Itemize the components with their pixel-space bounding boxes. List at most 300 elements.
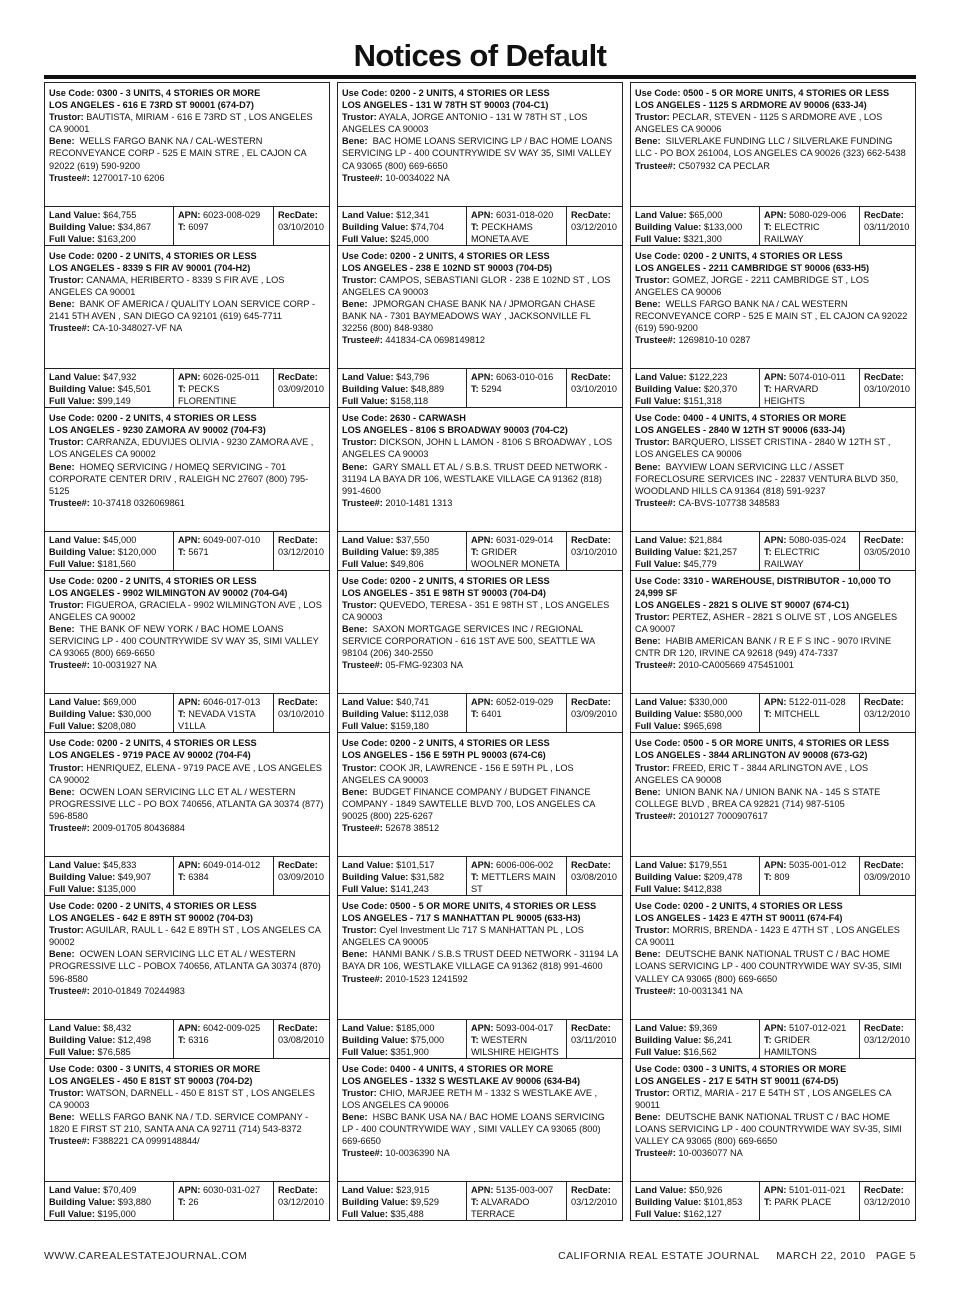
land-value-label: Land Value: bbox=[635, 209, 687, 220]
trustee-label: Trustee#: bbox=[635, 160, 676, 171]
recdate-column bbox=[859, 532, 915, 570]
tract-line bbox=[764, 383, 856, 407]
bene-line bbox=[49, 298, 325, 322]
apn-line bbox=[178, 696, 270, 708]
bene-label: Bene: bbox=[635, 461, 661, 472]
property-address: LOS ANGELES - 2211 CAMBRIDGE ST 90006 (633-H5) bbox=[635, 262, 870, 273]
apn-value: 6049-007-010 bbox=[203, 534, 261, 545]
building-value-label: Building Value: bbox=[342, 384, 409, 395]
apn-line bbox=[471, 534, 563, 546]
recdate-column bbox=[566, 694, 622, 732]
trustor-value: CARRANZA, EDUVIJES OLIVIA - 9230 ZAMORA AVE , LOS ANGELES CA 90002 bbox=[49, 437, 314, 460]
use-code: Use Code: 0200 - 2 UNITS, 4 STORIES OR LESS bbox=[342, 738, 550, 749]
recdate-value: 03/10/2010 bbox=[278, 709, 324, 720]
use-code: Use Code: 0500 - 5 OR MORE UNITS, 4 STORIES OR LESS bbox=[342, 900, 597, 911]
building-value: $9,385 bbox=[410, 546, 440, 557]
bene-line bbox=[635, 635, 911, 659]
full-value: $99,149 bbox=[97, 396, 131, 407]
land-value-line bbox=[635, 696, 756, 708]
value-row bbox=[631, 693, 915, 732]
full-value-line bbox=[342, 1046, 463, 1058]
land-value-label: Land Value: bbox=[342, 859, 394, 870]
tract-label: T: bbox=[178, 546, 186, 557]
bene-line bbox=[635, 1111, 911, 1147]
trustor-line bbox=[342, 924, 618, 948]
tract-value: 5671 bbox=[188, 546, 209, 557]
trustor-value: AYALA, JORGE ANTONIO - 131 W 78TH ST , LOS ANGELES CA 90003 bbox=[342, 112, 588, 135]
apn-label: APN: bbox=[471, 697, 494, 708]
recdate-value: 03/11/2010 bbox=[571, 1034, 617, 1045]
value-row bbox=[45, 531, 329, 570]
recdate-label: RecDate: bbox=[864, 859, 904, 870]
trustor-label: Trustor: bbox=[342, 599, 377, 610]
notice-card bbox=[44, 407, 330, 571]
building-value: $112,038 bbox=[410, 709, 449, 720]
trustee-value: 2010127 7000907617 bbox=[678, 810, 768, 821]
apn-value: 6006-006-002 bbox=[496, 859, 554, 870]
land-value-line bbox=[49, 1184, 170, 1196]
tract-value: WESTERN WILSHIRE HEIGHTS bbox=[471, 1034, 559, 1057]
bene-line bbox=[49, 461, 325, 497]
bene-value: DEUTSCHE BANK NATIONAL TRUST C / BAC HOME LOANS SERVICING LP - 400 COUNTRYWIDE WAY SV-35, SIMI VALLEY CA 93065 (800) 669-6650 bbox=[635, 1111, 902, 1147]
values-column bbox=[338, 207, 466, 245]
building-value-line bbox=[342, 383, 463, 395]
full-value-label: Full Value: bbox=[49, 396, 95, 407]
value-row bbox=[631, 1019, 915, 1058]
apn-value: 5107-012-021 bbox=[789, 1022, 847, 1033]
bene-value: HSBC BANK USA NA / BAC HOME LOANS SERVICING LP - 400 COUNTRYWIDE WAY , SIMI VALLEY CA 93065 (800) 669-6650 bbox=[342, 1111, 605, 1147]
bene-line bbox=[49, 623, 325, 659]
tract-line bbox=[764, 1196, 856, 1208]
recdate-label: RecDate: bbox=[278, 1022, 318, 1033]
building-value-label: Building Value: bbox=[342, 546, 409, 557]
building-value-label: Building Value: bbox=[49, 1034, 116, 1045]
building-value: $75,000 bbox=[410, 1034, 445, 1045]
apn-line bbox=[178, 1022, 270, 1034]
apn-label: APN: bbox=[178, 209, 201, 220]
trustee-value: 441834-CA 0698149812 bbox=[385, 335, 486, 346]
full-value-label: Full Value: bbox=[49, 883, 95, 894]
recdate-label: RecDate: bbox=[864, 372, 904, 383]
trustee-label: Trustee#: bbox=[49, 172, 90, 183]
property-address: LOS ANGELES - 8106 S BROADWAY 90003 (704-C2) bbox=[342, 425, 568, 436]
full-value-line bbox=[49, 883, 170, 895]
tract-value: 6316 bbox=[188, 1034, 209, 1045]
apn-label: APN: bbox=[764, 534, 787, 545]
apn-line bbox=[178, 209, 270, 221]
full-value: $151,318 bbox=[683, 396, 722, 407]
tract-line bbox=[471, 1034, 563, 1058]
bene-label: Bene: bbox=[635, 786, 661, 797]
full-value: $76,585 bbox=[97, 1046, 131, 1057]
land-value-label: Land Value: bbox=[635, 534, 687, 545]
land-value: $9,369 bbox=[689, 1022, 718, 1033]
trustee-label: Trustee#: bbox=[49, 497, 90, 508]
tract-label: T: bbox=[178, 1197, 186, 1208]
trustor-line bbox=[49, 111, 325, 135]
full-value-label: Full Value: bbox=[635, 721, 681, 732]
land-value: $45,833 bbox=[103, 859, 137, 870]
full-value-label: Full Value: bbox=[342, 883, 388, 894]
recdate-value: 03/12/2010 bbox=[278, 546, 324, 557]
trustee-label: Trustee#: bbox=[49, 660, 90, 671]
trustor-value: BAUTISTA, MIRIAM - 616 E 73RD ST , LOS ANGELES CA 90001 bbox=[49, 112, 313, 135]
trustor-line bbox=[635, 274, 911, 298]
apn-value: 5135-003-007 bbox=[496, 1185, 554, 1196]
footer-publication: CALIFORNIA REAL ESTATE JOURNAL MARCH 22, 2010 PAGE 5 bbox=[558, 1250, 916, 1262]
trustor-label: Trustor: bbox=[342, 437, 377, 448]
land-value: $23,915 bbox=[396, 1185, 430, 1196]
full-value: $49,806 bbox=[390, 558, 424, 569]
apn-value: 6031-018-020 bbox=[496, 209, 554, 220]
building-value: $209,478 bbox=[703, 871, 743, 882]
apn-label: APN: bbox=[471, 209, 494, 220]
bene-label: Bene: bbox=[635, 298, 661, 309]
building-value-label: Building Value: bbox=[342, 1197, 409, 1208]
land-value: $50,926 bbox=[689, 1185, 723, 1196]
notice-text bbox=[338, 83, 622, 206]
recdate-value: 03/09/2010 bbox=[278, 384, 324, 395]
tract-value: 6097 bbox=[188, 221, 209, 232]
building-value: $120,000 bbox=[117, 546, 157, 557]
apn-value: 6042-009-025 bbox=[203, 1022, 261, 1033]
notice-text bbox=[45, 1059, 329, 1182]
values-column bbox=[631, 857, 759, 895]
recdate-value: 03/12/2010 bbox=[864, 1197, 910, 1208]
full-value: $35,488 bbox=[390, 1209, 424, 1220]
land-value: $122,223 bbox=[689, 372, 728, 383]
apn-column bbox=[173, 694, 273, 732]
values-column bbox=[631, 369, 759, 407]
trustee-line bbox=[49, 497, 325, 509]
trustee-line bbox=[635, 810, 911, 822]
trustee-label: Trustee#: bbox=[342, 973, 383, 984]
land-value-label: Land Value: bbox=[342, 209, 394, 220]
apn-line bbox=[471, 859, 563, 871]
apn-label: APN: bbox=[471, 1022, 494, 1033]
full-value: $141,243 bbox=[390, 883, 429, 894]
recdate-column bbox=[566, 1182, 622, 1220]
apn-line bbox=[764, 209, 856, 221]
trustee-label: Trustee#: bbox=[342, 660, 383, 671]
property-address: LOS ANGELES - 9719 PACE AV 90002 (704-F4) bbox=[49, 750, 251, 761]
building-value: $48,889 bbox=[410, 384, 445, 395]
recdate-column bbox=[566, 532, 622, 570]
value-row bbox=[338, 1019, 622, 1058]
apn-value: 6052-019-029 bbox=[496, 697, 554, 708]
building-value-line bbox=[635, 871, 756, 883]
trustor-label: Trustor: bbox=[635, 112, 670, 123]
recdate-value: 03/12/2010 bbox=[864, 709, 910, 720]
values-column bbox=[338, 1020, 466, 1058]
recdate-column bbox=[859, 857, 915, 895]
building-value-line bbox=[342, 221, 463, 233]
apn-value: 5093-004-017 bbox=[496, 1022, 554, 1033]
recdate-value: 03/08/2010 bbox=[278, 1034, 324, 1045]
bene-line bbox=[49, 1111, 325, 1135]
land-value: $70,409 bbox=[103, 1185, 137, 1196]
value-row bbox=[631, 206, 915, 245]
apn-column bbox=[759, 857, 859, 895]
land-value: $65,000 bbox=[689, 209, 723, 220]
apn-value: 5080-029-006 bbox=[789, 209, 847, 220]
recdate-value: 03/12/2010 bbox=[864, 1034, 910, 1045]
building-value-line bbox=[635, 383, 756, 395]
trustor-value: DICKSON, JOHN L LAMON - 8106 S BROADWAY , LOS ANGELES CA 90003 bbox=[342, 437, 613, 460]
bene-value: BUDGET FINANCE COMPANY / BUDGET FINANCE COMPANY - 1849 SAWTELLE BLVD 700, LOS ANGELES CA 90025 (800) 225-6267 bbox=[342, 786, 595, 821]
trustee-value: 2010-01849 70244983 bbox=[92, 985, 185, 996]
building-value-line bbox=[342, 871, 463, 883]
building-value-line bbox=[342, 1034, 463, 1046]
apn-label: APN: bbox=[764, 209, 787, 220]
apn-value: 6063-010-016 bbox=[496, 372, 554, 383]
notices-grid bbox=[44, 82, 916, 1220]
apn-label: APN: bbox=[471, 534, 494, 545]
building-value: $74,704 bbox=[410, 221, 445, 232]
apn-line bbox=[764, 371, 856, 383]
tract-label: T: bbox=[764, 709, 772, 720]
recdate-column bbox=[273, 1020, 329, 1058]
tract-line bbox=[178, 221, 270, 233]
full-value: $135,000 bbox=[97, 883, 136, 894]
notice-card bbox=[337, 1058, 623, 1222]
bene-value: BAC HOME LOANS SERVICING LP / BAC HOME LOANS SERVICING LP - 400 COUNTRYWIDE SV WAY 35, SIMI VALLEY CA 93065 (800) 669-6650 bbox=[342, 136, 613, 171]
footer-website: WWW.CAREALESTATEJOURNAL.COM bbox=[44, 1250, 248, 1262]
apn-value: 6046-017-013 bbox=[203, 697, 261, 708]
apn-value: 6030-031-027 bbox=[203, 1185, 261, 1196]
full-value-label: Full Value: bbox=[49, 1209, 95, 1220]
building-value: $21,257 bbox=[703, 546, 738, 557]
property-address: LOS ANGELES - 450 E 81ST ST 90003 (704-D2) bbox=[49, 1075, 253, 1086]
values-column bbox=[631, 694, 759, 732]
recdate-value: 03/12/2010 bbox=[571, 1197, 617, 1208]
recdate-value: 03/05/2010 bbox=[864, 546, 910, 557]
full-value-label: Full Value: bbox=[635, 1209, 681, 1220]
trustee-line bbox=[342, 172, 618, 184]
tract-value: ELECTRIC RAILWAY bbox=[764, 546, 820, 569]
notice-card bbox=[44, 82, 330, 246]
notice-card bbox=[337, 407, 623, 571]
land-value: $43,796 bbox=[396, 372, 430, 383]
full-value-line bbox=[342, 233, 463, 245]
bene-value: UNION BANK NA / UNION BANK NA - 145 S STATE COLLEGE BLVD , BREA CA 92821 (714) 987-5105 bbox=[635, 786, 881, 809]
trustee-line bbox=[342, 497, 618, 509]
apn-value: 6031-029-014 bbox=[496, 534, 554, 545]
trustor-value: QUEVEDO, TERESA - 351 E 98TH ST , LOS ANGELES CA 90003 bbox=[342, 599, 610, 623]
building-value-line bbox=[49, 383, 170, 395]
bene-label: Bene: bbox=[342, 461, 368, 472]
land-value-label: Land Value: bbox=[49, 859, 101, 870]
tract-value: 6401 bbox=[481, 709, 502, 720]
recdate-label: RecDate: bbox=[278, 1185, 318, 1196]
apn-column bbox=[759, 207, 859, 245]
full-value: $162,127 bbox=[683, 1209, 722, 1220]
values-column bbox=[45, 694, 173, 732]
land-value-line bbox=[342, 859, 463, 871]
bene-value: JPMORGAN CHASE BANK NA / JPMORGAN CHASE BANK NA - 7301 BAYMEADOWS WAY , JACKSONVILLE FL 32256 (800) 848-9380 bbox=[342, 298, 596, 334]
full-value-label: Full Value: bbox=[342, 1046, 388, 1057]
tract-line bbox=[178, 871, 270, 883]
apn-column bbox=[759, 532, 859, 570]
notice-text bbox=[45, 83, 329, 206]
recdate-column bbox=[566, 369, 622, 407]
trustor-line bbox=[635, 436, 911, 460]
apn-column bbox=[173, 1020, 273, 1058]
notice-card bbox=[337, 82, 623, 246]
recdate-value: 03/08/2010 bbox=[571, 871, 617, 882]
apn-value: 5101-011-021 bbox=[789, 1185, 846, 1196]
building-value: $9,529 bbox=[410, 1197, 440, 1208]
trustor-label: Trustor: bbox=[342, 274, 377, 285]
apn-label: APN: bbox=[178, 859, 201, 870]
apn-column bbox=[759, 369, 859, 407]
notice-card bbox=[44, 732, 330, 896]
bene-label: Bene: bbox=[49, 461, 75, 472]
value-row bbox=[631, 531, 915, 570]
land-value-line bbox=[635, 1184, 756, 1196]
apn-line bbox=[764, 696, 856, 708]
value-row bbox=[338, 531, 622, 570]
notice-card bbox=[337, 245, 623, 409]
notice-text bbox=[45, 246, 329, 369]
property-address: LOS ANGELES - 217 E 54TH ST 90011 (674-D5) bbox=[635, 1075, 839, 1086]
trustor-value: FIGUEROA, GRACIELA - 9902 WILMINGTON AVE , LOS ANGELES CA 90002 bbox=[49, 599, 322, 623]
bene-label: Bene: bbox=[342, 624, 368, 635]
tract-line bbox=[471, 871, 563, 895]
trustor-label: Trustor: bbox=[49, 1087, 84, 1098]
full-value-label: Full Value: bbox=[635, 558, 681, 569]
values-column bbox=[631, 1182, 759, 1220]
tract-label: T: bbox=[471, 871, 479, 882]
trustee-label: Trustee#: bbox=[635, 985, 676, 996]
tract-value: 809 bbox=[774, 871, 790, 882]
property-address: LOS ANGELES - 1332 S WESTLAKE AV 90006 (634-B4) bbox=[342, 1075, 581, 1086]
property-address: LOS ANGELES - 1423 E 47TH ST 90011 (674-F4) bbox=[635, 913, 843, 924]
trustor-line bbox=[635, 762, 911, 786]
use-code: Use Code: 2630 - CARWASH bbox=[342, 413, 466, 424]
tract-label: T: bbox=[471, 546, 479, 557]
land-value: $47,932 bbox=[103, 372, 137, 383]
notice-text bbox=[631, 896, 915, 1019]
recdate-column bbox=[566, 857, 622, 895]
apn-label: APN: bbox=[764, 859, 787, 870]
trustor-line bbox=[342, 762, 618, 786]
bene-line bbox=[342, 461, 618, 497]
bene-line bbox=[342, 1111, 618, 1147]
bene-label: Bene: bbox=[342, 136, 368, 147]
full-value-line bbox=[635, 558, 756, 570]
land-value-line bbox=[342, 209, 463, 221]
trustor-line bbox=[635, 111, 911, 135]
trustor-value: CAMPOS, SEBASTIANI GLOR - 238 E 102ND ST , LOS ANGELES CA 90003 bbox=[342, 274, 611, 297]
apn-value: 6023-008-029 bbox=[203, 209, 261, 220]
apn-label: APN: bbox=[178, 372, 201, 383]
building-value-line bbox=[342, 708, 463, 720]
notice-card bbox=[630, 570, 916, 734]
apn-column bbox=[173, 207, 273, 245]
values-column bbox=[338, 532, 466, 570]
land-value-line bbox=[635, 534, 756, 546]
trustee-label: Trustee#: bbox=[635, 497, 676, 508]
building-value-label: Building Value: bbox=[635, 546, 702, 557]
building-value: $101,853 bbox=[703, 1197, 743, 1208]
bene-label: Bene: bbox=[49, 786, 75, 797]
apn-value: 6026-025-011 bbox=[203, 372, 260, 383]
apn-line bbox=[178, 371, 270, 383]
apn-line bbox=[178, 859, 270, 871]
building-value-label: Building Value: bbox=[635, 384, 702, 395]
tract-label: T: bbox=[178, 384, 186, 395]
notice-card bbox=[44, 570, 330, 734]
land-value-line bbox=[635, 859, 756, 871]
apn-label: APN: bbox=[471, 372, 494, 383]
trustee-line bbox=[635, 160, 911, 172]
bene-line bbox=[635, 786, 911, 810]
land-value-line bbox=[635, 1022, 756, 1034]
recdate-label: RecDate: bbox=[864, 697, 904, 708]
full-value: $158,118 bbox=[390, 396, 429, 407]
use-code: Use Code: 0200 - 2 UNITS, 4 STORIES OR LESS bbox=[635, 900, 843, 911]
trustee-label: Trustee#: bbox=[342, 497, 383, 508]
apn-column bbox=[466, 694, 566, 732]
trustor-label: Trustor: bbox=[342, 1087, 377, 1098]
land-value-line bbox=[342, 371, 463, 383]
trustee-line bbox=[49, 322, 325, 334]
use-code: Use Code: 0200 - 2 UNITS, 4 STORIES OR LESS bbox=[49, 900, 257, 911]
building-value: $133,000 bbox=[703, 221, 743, 232]
land-value-label: Land Value: bbox=[49, 697, 101, 708]
tract-line bbox=[471, 221, 563, 245]
trustee-label: Trustee#: bbox=[342, 1148, 383, 1159]
tract-label: T: bbox=[764, 384, 772, 395]
recdate-column bbox=[273, 1182, 329, 1220]
bene-value: HOMEQ SERVICING / HOMEQ SERVICING - 701 CORPORATE CENTER DRIV , RALEIGH NC 27607 (800) 795-5125 bbox=[49, 461, 309, 496]
tract-line bbox=[764, 871, 856, 883]
trustee-line bbox=[342, 1147, 618, 1159]
use-code: Use Code: 0400 - 4 UNITS, 4 STORIES OR MORE bbox=[635, 413, 847, 424]
tract-label: T: bbox=[764, 871, 772, 882]
land-value-line bbox=[49, 534, 170, 546]
notice-card bbox=[630, 245, 916, 409]
recdate-column bbox=[566, 207, 622, 245]
full-value: $321,300 bbox=[683, 233, 722, 244]
building-value-line bbox=[49, 708, 170, 720]
trustor-label: Trustor: bbox=[342, 112, 377, 123]
property-address: LOS ANGELES - 238 E 102ND ST 90003 (704-D5) bbox=[342, 262, 553, 273]
land-value: $64,755 bbox=[103, 209, 137, 220]
bene-value: BAYVIEW LOAN SERVICING LLC / ASSET FORECLOSURE SERVICES INC - 22837 VENTURA BLVD 350, WOODLAND HILLS CA 91364 (818) 591-9237 bbox=[635, 461, 899, 496]
trustee-line bbox=[635, 1147, 911, 1159]
trustee-line bbox=[635, 334, 911, 346]
trustee-value: 10-0031927 NA bbox=[92, 660, 157, 671]
trustor-label: Trustor: bbox=[635, 612, 670, 623]
property-address: LOS ANGELES - 2821 S OLIVE ST 90007 (674-C1) bbox=[635, 599, 850, 610]
recdate-value: 03/11/2010 bbox=[864, 221, 910, 232]
values-column bbox=[631, 532, 759, 570]
notice-text bbox=[338, 408, 622, 531]
full-value-line bbox=[49, 720, 170, 732]
full-value-label: Full Value: bbox=[49, 1046, 95, 1057]
recdate-column bbox=[859, 1020, 915, 1058]
land-value-label: Land Value: bbox=[49, 372, 101, 383]
bene-line bbox=[342, 135, 618, 171]
tract-value: ELECTRIC RAILWAY bbox=[764, 221, 820, 244]
bene-value: WELLS FARGO BANK NA / T.D. SERVICE COMPANY - 1820 E FIRST ST 210, SANTA ANA CA 92711 (714) 543-8372 bbox=[49, 1111, 309, 1135]
notice-card bbox=[44, 245, 330, 409]
trustor-line bbox=[49, 924, 325, 948]
trustor-line bbox=[342, 274, 618, 298]
apn-label: APN: bbox=[764, 372, 787, 383]
